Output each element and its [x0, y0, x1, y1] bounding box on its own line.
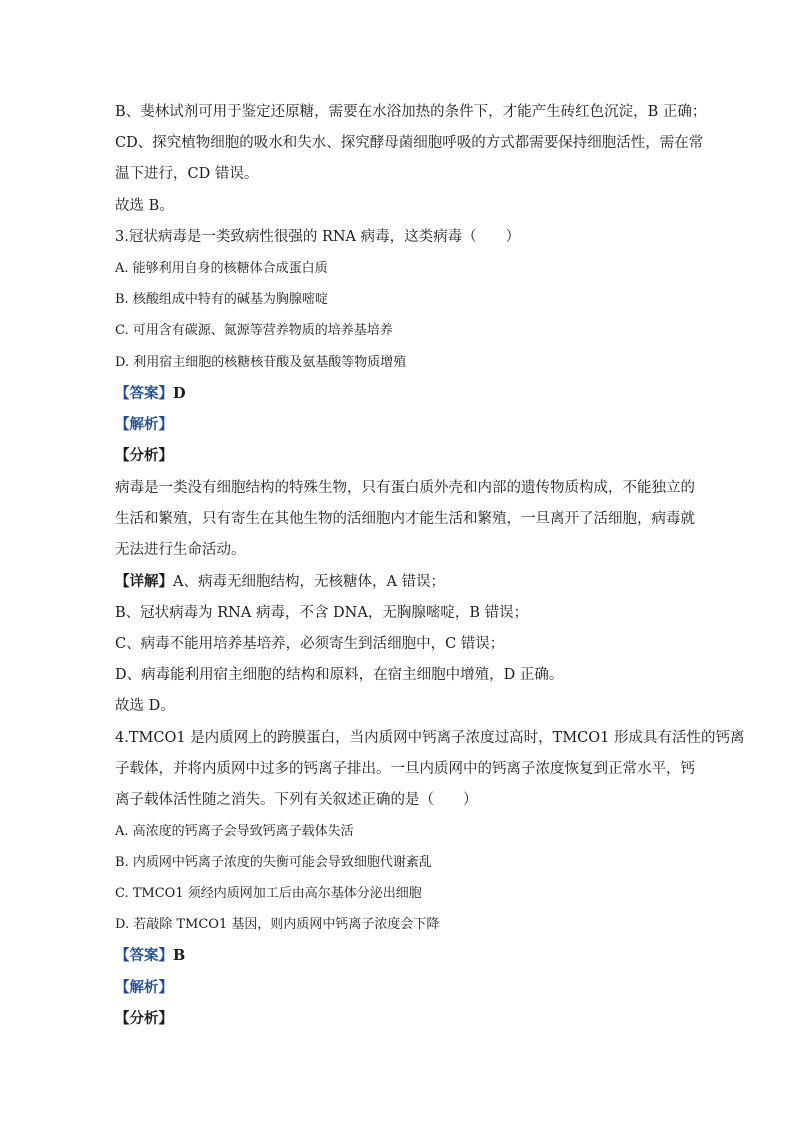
- q3-option-b: B. 核酸组成中特有的碱基为胸腺嘧啶: [115, 292, 328, 307]
- q3-analysis-line-1: 病毒是一类没有细胞结构的特殊生物，只有蛋白质外壳和内部的遗传物质构成，不能独立的: [115, 480, 695, 496]
- prev-line-b: B、斐林试剂可用于鉴定还原糖，需要在水浴加热的条件下，才能产生砖红色沉淀，B 正确；: [115, 104, 707, 120]
- q4-jiexi-label: 【解析】: [115, 979, 173, 996]
- q4-stem-line-1: 4.TMCO1 是内质网上的跨膜蛋白，当内质网中钙离子浓度过高时，TMCO1 形成具有活性的钙离: [115, 730, 745, 746]
- q4-option-c: C. TMCO1 须经内质网加工后由高尔基体分泌出细胞: [115, 886, 422, 901]
- q3-detail-a: A、病毒无细胞结构，无核糖体，A 错误；: [173, 574, 446, 590]
- prev-conclusion: 故选 B。: [115, 198, 174, 214]
- q4-jiexi-heading: [115, 978, 173, 998]
- q3-analysis-line-2: 生活和繁殖，只有寄生在其他生物的活细胞内才能生活和繁殖，一旦离开了活细胞，病毒就: [115, 511, 695, 527]
- q3-analysis-line-3: 无法进行生命活动。: [115, 542, 246, 558]
- q4-stem-line-2: 子载体，并将内质网中过多的钙离子排出。一旦内质网中的钙离子浓度恢复到正常水平，钙: [115, 761, 695, 777]
- q3-answer-label: 【答案】: [115, 385, 173, 402]
- q3-fenxi-heading: 【分析】: [115, 447, 173, 464]
- q3-detail-line-1: [115, 572, 445, 592]
- q3-jiexi-heading: [115, 415, 173, 435]
- q3-detail-line-2: B、冠状病毒为 RNA 病毒，不含 DNA，无胸腺嘧啶，B 错误；: [115, 605, 529, 621]
- q3-option-d: D. 利用宿主细胞的核糖核苷酸及氨基酸等物质增殖: [115, 355, 407, 370]
- q3-detail-line-3: C、病毒不能用培养基培养，必须寄生到活细胞中，C 错误；: [115, 636, 505, 652]
- prev-line-cd-2: 温下进行，CD 错误。: [115, 166, 259, 182]
- q3-stem: 3.冠状病毒是一类致病性很强的 RNA 病毒，这类病毒（ ）: [115, 229, 521, 245]
- q4-answer: [115, 946, 185, 966]
- q3-option-c: C. 可用含有碳源、氮源等营养物质的培养基培养: [115, 323, 393, 338]
- q4-option-a: A. 高浓度的钙离子会导致钙离子载体失活: [115, 824, 354, 839]
- q3-detail-line-4: D、病毒能利用宿主细胞的结构和原料，在宿主细胞中增殖，D 正确。: [115, 667, 564, 683]
- q4-stem-line-3: 离子载体活性随之消失。下列有关叙述正确的是（ ）: [115, 792, 478, 808]
- q3-answer: [115, 384, 186, 404]
- q3-conclusion: 故选 D。: [115, 698, 175, 714]
- q4-answer-value: B: [173, 947, 186, 964]
- q4-fenxi-heading: 【分析】: [115, 1010, 173, 1027]
- q3-answer-value: D: [173, 385, 186, 402]
- q4-answer-label: 【答案】: [115, 947, 173, 964]
- q3-option-a: A. 能够利用自身的核糖体合成蛋白质: [115, 261, 328, 276]
- q4-option-b: B. 内质网中钙离子浓度的失衡可能会导致细胞代谢紊乱: [115, 855, 432, 870]
- q3-jiexi-label: 【解析】: [115, 416, 173, 433]
- q4-option-d: D. 若敲除 TMCO1 基因，则内质网中钙离子浓度会下降: [115, 917, 440, 932]
- prev-line-cd-1: CD、探究植物细胞的吸水和失水、探究酵母菌细胞呼吸的方式都需要保持细胞活性，需在常: [115, 135, 704, 151]
- q3-detail-label: 【详解】: [115, 573, 173, 590]
